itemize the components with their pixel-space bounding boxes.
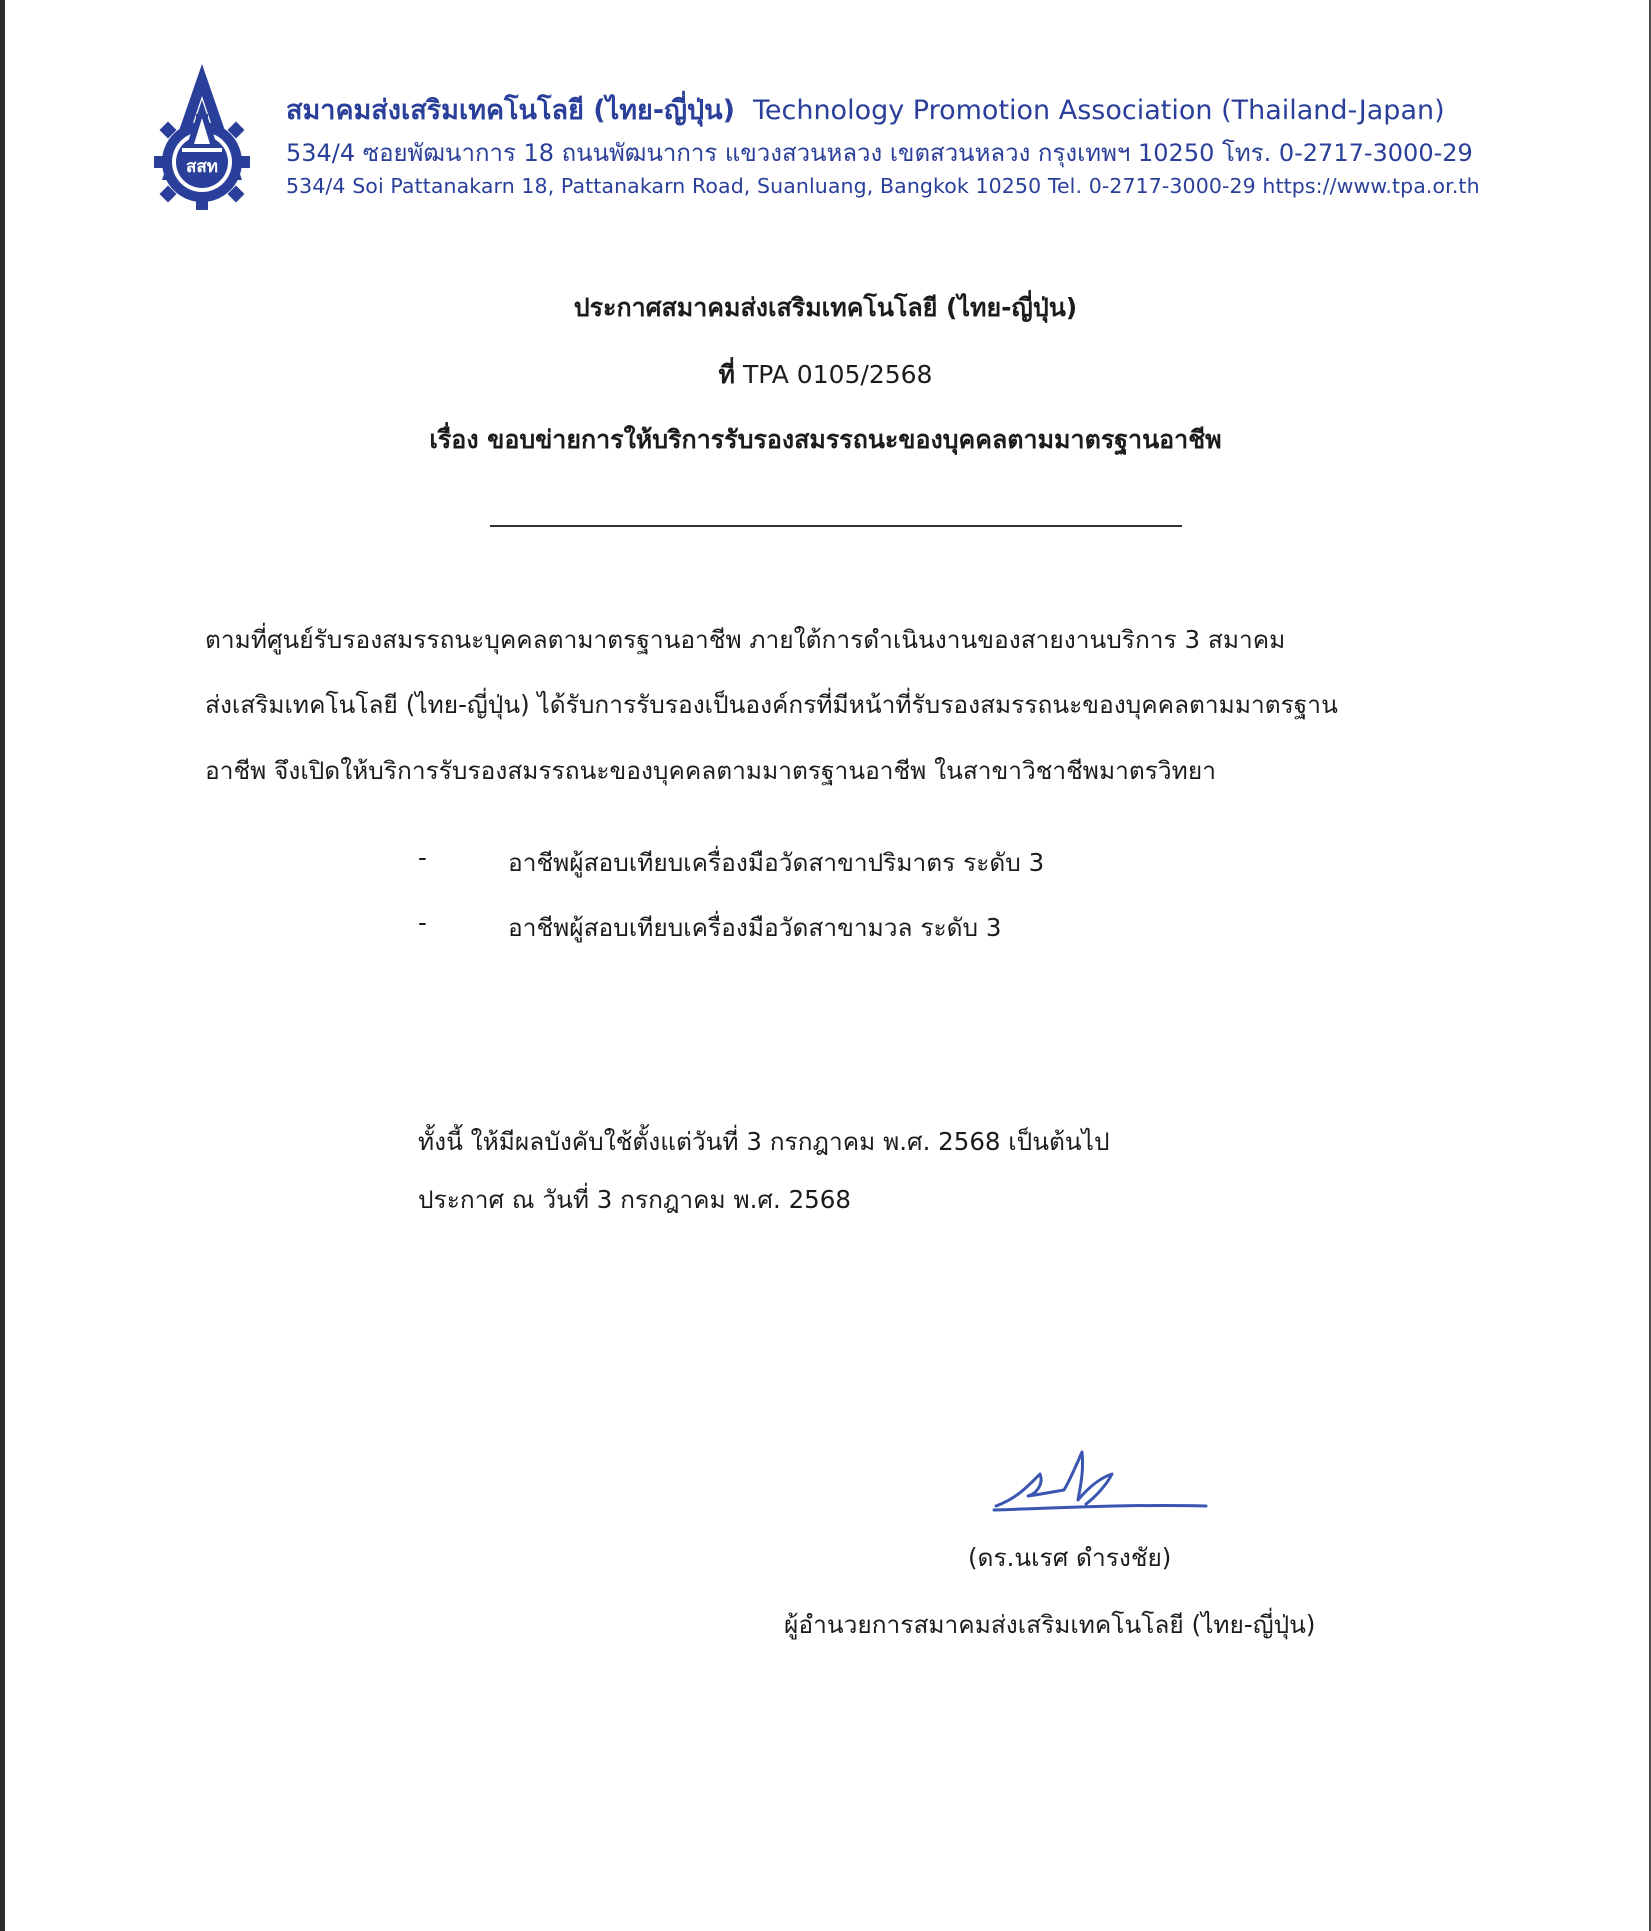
bullet-item-volume: อาชีพผู้สอบเทียบเครื่องมือวัดสาขาปริมาตร ระดับ 3 (508, 848, 1045, 877)
announcement-title: ประกาศสมาคมส่งเสริมเทคโนโลยี (ไทย-ญี่ปุ่น) (573, 293, 1078, 322)
body-line-2: ส่งเสริมเทคโนโลยี (ไทย-ญี่ปุ่น) ได้รับการรับรองเป็นองค์กรที่มีหน้าที่รับรองสมรรถนะของบุคคลตามมาตรฐาน (205, 690, 1338, 719)
tpa-logo-icon (146, 62, 258, 210)
bullet-item-mass: อาชีพผู้สอบเทียบเครื่องมือวัดสาขามวล ระดับ 3 (508, 913, 1002, 942)
signatory-title: ผู้อำนวยการสมาคมส่งเสริมเทคโนโลยี (ไทย-ญี่ปุ่น) (784, 1610, 1316, 1639)
announcement-date-line: ประกาศ ณ วันที่ 3 กรกฎาคม พ.ศ. 2568 (418, 1185, 851, 1214)
document-number (0, 355, 1651, 395)
logo-text: สสท (186, 157, 218, 177)
body-line-3: อาชีพ จึงเปิดให้บริการรับรองสมรรถนะของบุคคลตามมาตรฐานอาชีพ ในสาขาวิชาชีพมาตรวิทยา (205, 756, 1216, 785)
handwritten-signature (990, 1448, 1210, 1518)
address-en: 534/4 Soi Pattanakarn 18, Pattanakarn Road, Suanluang, Bangkok 10250 Tel. 0-2717-3000-29 https://www.tpa.or.th (286, 174, 1480, 198)
org-name-en: Technology Promotion Association (Thailand-Japan) (752, 95, 1445, 126)
address-th: 534/4 ซอยพัฒนาการ 18 ถนนพัฒนาการ แขวงสวนหลวง เขตสวนหลวง กรุงเทพฯ 10250 โทร. 0-2717-3000-29 (286, 139, 1473, 167)
bullet-marker: - (418, 843, 427, 872)
heading-divider (490, 525, 1182, 527)
document-number-value: TPA 0105/2568 (743, 360, 933, 389)
subject-line: เรื่อง ขอบข่ายการให้บริการรับรองสมรรถนะของบุคคลตามมาตรฐานอาชีพ (429, 425, 1222, 454)
document-number-label: ที่ (718, 360, 735, 389)
org-name-th: สมาคมส่งเสริมเทคโนโลยี (ไทย-ญี่ปุ่น) (286, 95, 735, 126)
effective-date-line: ทั้งนี้ ให้มีผลบังคับใช้ตั้งแต่วันที่ 3 กรกฎาคม พ.ศ. 2568 เป็นต้นไป (418, 1127, 1110, 1156)
signatory-name: (ดร.นเรศ ดำรงชัย) (968, 1543, 1172, 1572)
letterhead-name (286, 88, 1445, 131)
bullet-marker: - (418, 908, 427, 937)
body-line-1: ตามที่ศูนย์รับรองสมรรถนะบุคคลตามาตรฐานอาชีพ ภายใต้การดำเนินงานของสายงานบริการ 3 สมาคม (205, 625, 1286, 654)
